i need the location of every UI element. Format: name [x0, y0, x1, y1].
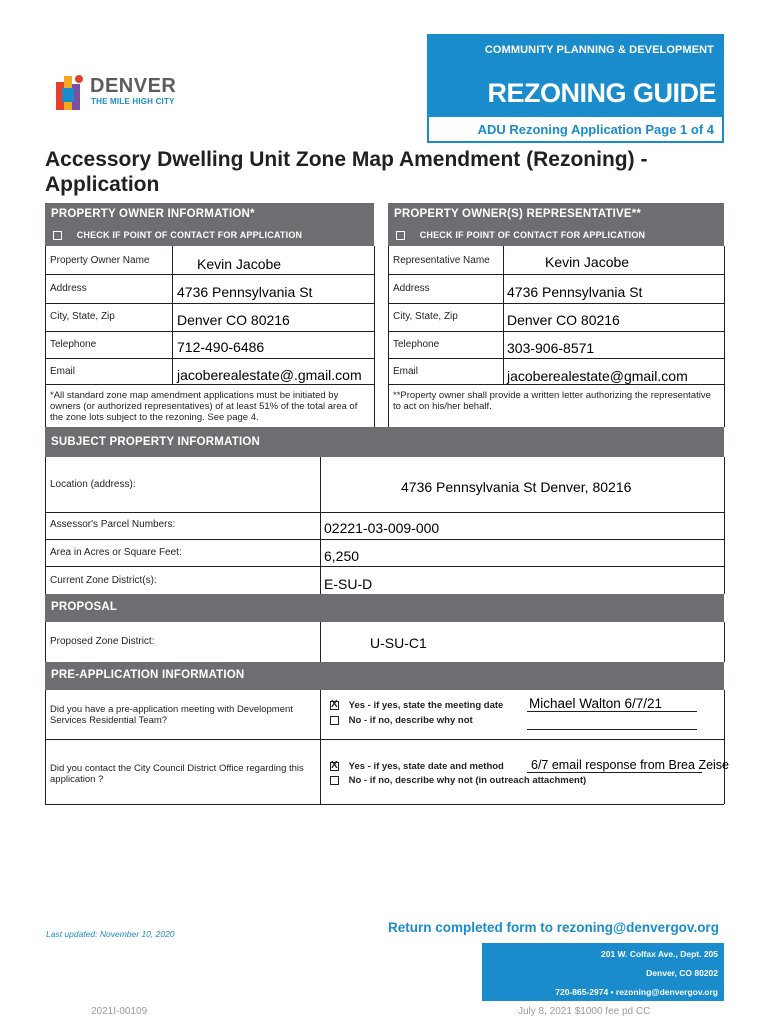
owner-address-field[interactable]: 4736 Pennsylvania St: [177, 284, 313, 300]
subject-heading-text: SUBJECT PROPERTY INFORMATION: [51, 436, 260, 448]
case-number-stamp: 2021I-00109: [91, 1006, 148, 1017]
area-label: Area in Acres or Square Feet:: [50, 547, 182, 558]
owner-table-border-right: [374, 246, 375, 427]
fee-paid-stamp: July 8, 2021 $1000 fee pd CC: [518, 1006, 651, 1017]
subject-section-heading: [45, 427, 724, 457]
rep-telephone-field[interactable]: 303-906-8571: [507, 340, 595, 356]
preapp-meeting-yes-checkbox[interactable]: [330, 698, 339, 710]
return-instructions: Return completed form to rezoning@denvergov.org: [388, 920, 719, 935]
rep-name-field[interactable]: Kevin Jacobe: [545, 254, 630, 270]
council-contact-no-checkbox[interactable]: [330, 776, 339, 785]
answer-line: [527, 729, 697, 730]
row-line: [388, 303, 724, 304]
preapp-meeting-no-option[interactable]: [330, 715, 473, 726]
denver-logo-icon: [52, 72, 88, 112]
owner-contact-bar: [45, 225, 374, 246]
owner-telephone-label: Telephone: [50, 339, 97, 350]
representative-section-heading: [388, 203, 724, 225]
row-line: [45, 358, 374, 359]
rep-city-label: City, State, Zip: [393, 311, 458, 322]
preapp-border-right: [724, 690, 725, 804]
department-name: COMMUNITY PLANNING & DEVELOPMENT: [484, 44, 714, 56]
owner-table-divider: [172, 246, 173, 384]
row-line: [388, 274, 724, 275]
last-updated: Last updated: November 10, 2020: [46, 929, 175, 939]
council-contact-question: Did you contact the City Council District Office regarding this application ?: [50, 763, 304, 785]
page-indicator: [427, 117, 724, 143]
owner-name-label: Property Owner Name: [50, 255, 150, 266]
contact-phone-email[interactable]: 720-865-2974 • rezoning@denvergov.org: [555, 987, 718, 997]
proposal-border-right: [724, 622, 725, 662]
row-line: [388, 331, 724, 332]
rep-table-divider: [503, 246, 504, 384]
row-line: [45, 512, 724, 513]
page-label: ADU Rezoning Application Page 1 of 4: [477, 122, 714, 137]
proposed-zone-field[interactable]: U-SU-C1: [370, 635, 427, 651]
guide-title: REZONING GUIDE: [487, 78, 716, 108]
owner-heading-text: PROPERTY OWNER INFORMATION*: [51, 208, 255, 220]
answer-line: [527, 711, 697, 712]
row-line: [45, 274, 374, 275]
rezoning-guide-header: [427, 34, 724, 143]
rep-address-field[interactable]: 4736 Pennsylvania St: [507, 284, 643, 300]
owner-name-field[interactable]: Kevin Jacobe: [197, 256, 282, 272]
owner-footnote: *All standard zone map amendment applications must be initiated by owners (or authorized representatives) of at least 51% of the total area of the zone lots subject to the rezoning. See page 4.: [50, 390, 358, 423]
proposal-heading-text: PROPOSAL: [51, 601, 118, 613]
row-line: [45, 303, 374, 304]
row-line: [388, 384, 724, 385]
owner-address-label: Address: [50, 283, 87, 294]
subject-divider: [320, 457, 321, 594]
check-mark: X: [331, 759, 338, 771]
representative-footnote: **Property owner shall provide a written letter authorizing the representative to act on his/her behalf.: [393, 390, 711, 412]
area-field[interactable]: 6,250: [324, 548, 360, 564]
proposal-border-left: [45, 622, 46, 662]
proposed-zone-label: Proposed Zone District:: [50, 636, 155, 647]
rep-name-label: Representative Name: [393, 255, 490, 266]
owner-email-label: Email: [50, 366, 76, 377]
zone-field[interactable]: E-SU-D: [324, 576, 373, 592]
row-line: [45, 739, 724, 740]
preapp-meeting-yes-option[interactable]: [330, 700, 503, 711]
logo-wordmark: DENVER: [90, 75, 177, 97]
row-line: [388, 358, 724, 359]
contact-address-line2: Denver, CO 80202: [646, 968, 718, 978]
zone-label: Current Zone District(s):: [50, 575, 157, 586]
rep-email-label: Email: [393, 366, 419, 377]
proposal-divider: [320, 622, 321, 662]
denver-logo: [52, 72, 192, 112]
row-line: [45, 331, 374, 332]
preapp-heading-text: PRE-APPLICATION INFORMATION: [51, 669, 245, 681]
preapp-meeting-no-checkbox[interactable]: [330, 716, 339, 725]
location-label: Location (address):: [50, 479, 136, 490]
preapp-section-heading: [45, 662, 724, 690]
rep-telephone-label: Telephone: [393, 339, 440, 350]
rep-email-field[interactable]: jacoberealestate@gmail.com: [507, 368, 688, 384]
location-field[interactable]: 4736 Pennsylvania St Denver, 80216: [401, 479, 632, 495]
rep-city-field[interactable]: Denver CO 80216: [507, 312, 620, 328]
owner-contact-label: CHECK IF POINT OF CONTACT FOR APPLICATION: [76, 230, 303, 240]
proposal-section-heading: [45, 594, 724, 622]
owner-email-field[interactable]: jacoberealestate@.gmail.com: [177, 367, 362, 383]
subject-border-left: [45, 457, 46, 594]
preapp-meeting-question: Did you have a pre-application meeting with Development Services Residential Team?: [50, 704, 293, 726]
check-mark: X: [331, 698, 338, 710]
council-contact-yes-label: Yes - if yes, state date and method: [348, 761, 504, 772]
preapp-meeting-yes-label: Yes - if yes, state the meeting date: [348, 700, 504, 711]
representative-contact-bar: [388, 225, 724, 246]
council-contact-answer[interactable]: 6/7 email response from Brea Zeise: [531, 758, 730, 772]
rep-address-label: Address: [393, 283, 430, 294]
council-contact-no-option[interactable]: [330, 775, 586, 786]
representative-heading-text: PROPERTY OWNER(S) REPRESENTATIVE**: [394, 208, 642, 220]
row-line: [45, 804, 724, 805]
subject-border-right: [724, 457, 725, 594]
owner-city-field[interactable]: Denver CO 80216: [177, 312, 290, 328]
logo-tagline: THE MILE HIGH CITY: [91, 97, 175, 106]
contact-address-line1: 201 W. Colfax Ave., Dept. 205: [601, 949, 718, 959]
rep-table-border-right: [724, 246, 725, 427]
page-title: Accessory Dwelling Unit Zone Map Amendment (Rezoning) - Application: [45, 148, 648, 196]
owner-city-label: City, State, Zip: [50, 311, 115, 322]
row-line: [45, 384, 374, 385]
parcel-label: Assessor's Parcel Numbers:: [50, 519, 176, 530]
answer-line: [527, 772, 702, 773]
owner-telephone-field[interactable]: 712-490-6486: [177, 339, 265, 355]
owner-contact-checkbox[interactable]: [53, 231, 62, 240]
parcel-field[interactable]: 02221-03-009-000: [324, 520, 440, 536]
row-line: [45, 539, 724, 540]
header-banner: [427, 34, 724, 117]
preapp-border-left: [45, 690, 46, 804]
contact-block: [482, 943, 724, 1001]
owner-section-heading: [45, 203, 374, 225]
representative-contact-checkbox[interactable]: [396, 231, 405, 240]
council-contact-yes-option[interactable]: [330, 761, 504, 772]
representative-contact-label: CHECK IF POINT OF CONTACT FOR APPLICATION: [419, 230, 646, 240]
preapp-divider: [320, 690, 321, 804]
council-contact-yes-checkbox[interactable]: [330, 759, 339, 771]
preapp-meeting-no-label: No - if no, describe why not: [348, 715, 473, 726]
row-line: [45, 566, 724, 567]
preapp-meeting-answer[interactable]: Michael Walton 6/7/21: [529, 696, 663, 711]
council-contact-no-label: No - if no, describe why not (in outreach attachment): [348, 775, 587, 786]
